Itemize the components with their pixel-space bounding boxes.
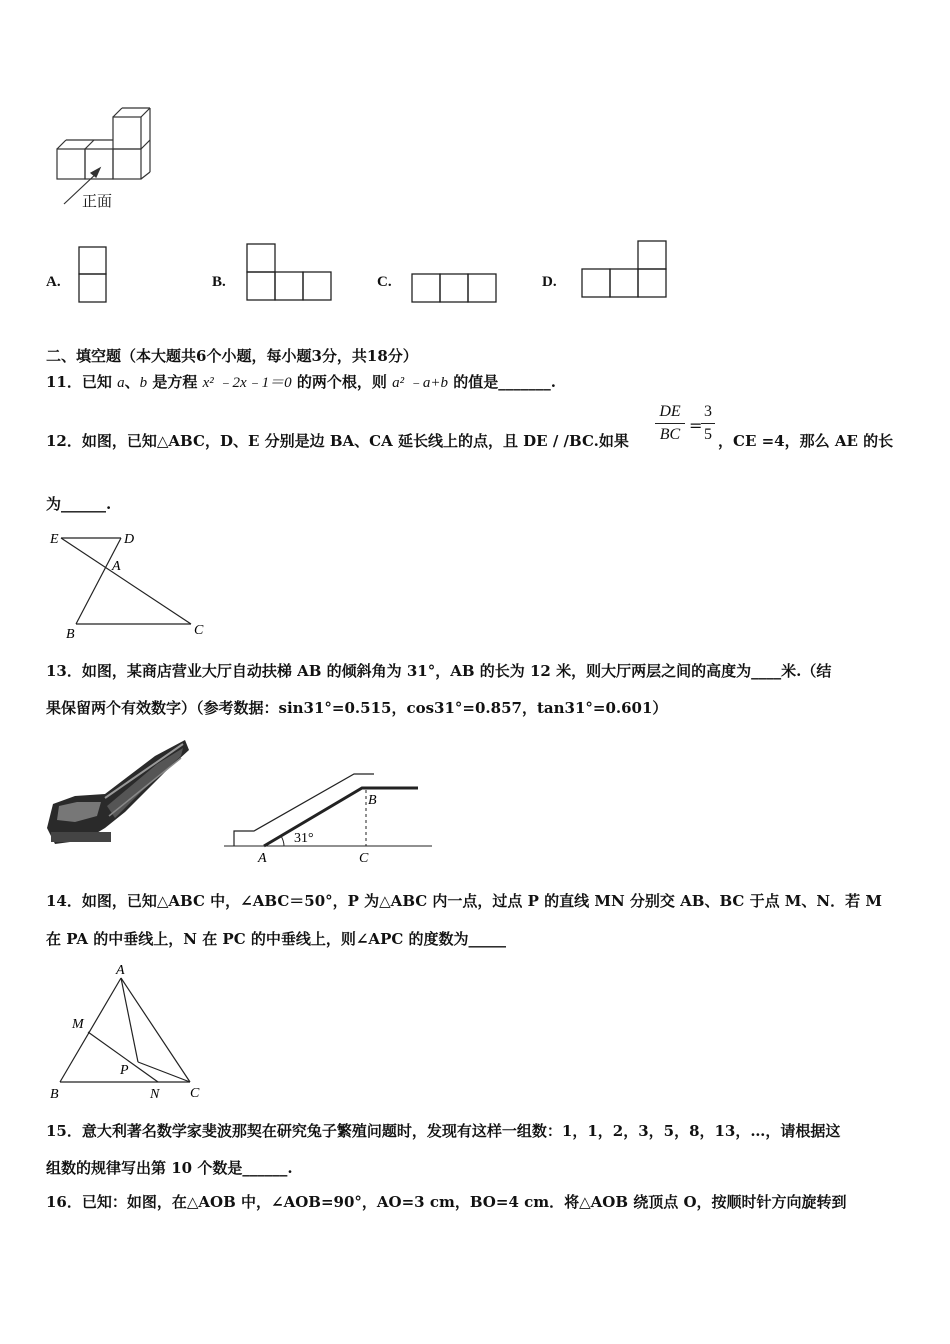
label-e: E [50, 532, 59, 547]
label-m: M [72, 1017, 84, 1032]
q12-equals: = [689, 416, 703, 435]
question-13-line1: 13．如图，某商店营业大厅自动扶梯 AB 的倾斜角为 31°，AB 的长为 12 米，则大厅两层之间的高度为____米.（结 [46, 662, 832, 680]
option-b-label[interactable]: B. [212, 274, 226, 290]
label-b: B [368, 793, 377, 808]
question-13-line2: 果保留两个有效数字）（参考数据：sin31°=0.515，cos31°=0.857，tan31°=0.601） [46, 699, 668, 717]
q12-fraction: DE BC [655, 403, 685, 444]
option-d-label[interactable]: D. [542, 274, 557, 290]
q14-triangle-figure [46, 962, 216, 1102]
escalator-photo [45, 736, 190, 848]
option-c-label[interactable]: C. [377, 274, 392, 290]
question-15-line2: 组数的规律写出第 10 个数是______. [46, 1159, 293, 1177]
label-c: C [194, 623, 204, 638]
option-a-label[interactable]: A. [46, 274, 61, 290]
label-d: D [124, 532, 135, 547]
label-c: C [190, 1086, 200, 1101]
q12-value-fraction: 3 5 [701, 403, 715, 444]
q12-triangle-figure [46, 528, 216, 643]
label-b: B [50, 1087, 59, 1102]
q13-escalator-diagram [222, 738, 434, 868]
label-a: A [116, 963, 125, 978]
label-a: A [258, 851, 267, 866]
angle-label: 31° [294, 831, 314, 846]
option-b-figure [246, 243, 334, 303]
label-c: C [359, 851, 369, 866]
option-d-figure [581, 240, 671, 300]
label-p: P [120, 1063, 129, 1078]
question-14-line2: 在 PA 的中垂线上，N 在 PC 的中垂线上，则∠APC 的度数为_____ [46, 930, 507, 948]
front-label: 正面 [82, 192, 113, 210]
q12-line2: 为______. [46, 495, 112, 513]
question-14-line1: 14．如图，已知△ABC 中，∠ABC＝50°，P 为△ABC 内一点，过点 P 的直线 MN 分别交 AB、BC 于点 M、N．若 M [46, 892, 882, 910]
question-11: 11．已知 a、b 是方程 x² ﹣2x﹣1＝0 的两个根，则 a² ﹣a+b 的值是_______. [46, 373, 556, 391]
q12-tail: ，CE =4，那么 AE 的长 [718, 432, 894, 450]
question-16-line1: 16．已知：如图，在△AOB 中，∠AOB=90°，AO=3 cm，BO=4 cm．将△AOB 绕顶点 O，按顺时针方向旋转到 [46, 1193, 847, 1211]
question-12: 12．如图，已知△ABC，D、E 分别是边 BA、CA 延长线上的点，且 DE / /BC.如果 [46, 432, 629, 450]
label-b: B [66, 627, 75, 642]
option-a-figure [78, 246, 108, 304]
question-15-line1: 15．意大利著名数学家斐波那契在研究兔子繁殖问题时，发现有这样一组数：1，1，2，3，5，8，13，…，请根据这 [46, 1122, 841, 1140]
option-c-figure [411, 273, 501, 305]
label-a: A [112, 559, 121, 574]
section-heading: 二、填空题（本大题共6个小题，每小题3分，共18分） [46, 347, 418, 365]
label-n: N [150, 1087, 160, 1102]
